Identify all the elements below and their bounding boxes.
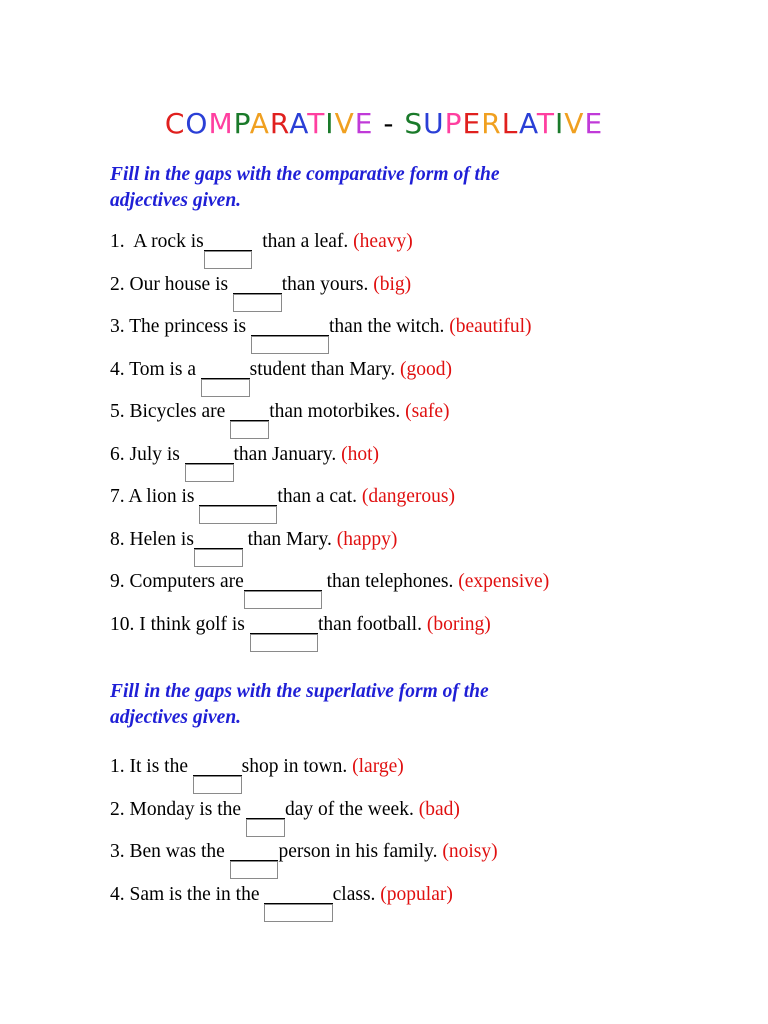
answer-input-box[interactable]	[233, 294, 282, 312]
answer-input-box[interactable]	[264, 904, 332, 922]
title-letter: E	[584, 107, 604, 140]
adjective-hint: (large)	[352, 756, 404, 777]
blank-underline	[193, 754, 242, 776]
item-text-after: than the witch.	[329, 316, 450, 337]
answer-blank	[185, 442, 234, 468]
item-text-before: 3. The princess is	[110, 316, 251, 337]
blank-underline	[246, 797, 285, 819]
comparative-item	[110, 442, 379, 482]
title-letter: O	[185, 107, 209, 140]
item-text-before: 8. Helen is	[110, 528, 194, 550]
adjective-hint: (big)	[373, 273, 412, 295]
answer-blank	[244, 569, 322, 595]
adjective-hint: (boring)	[426, 613, 491, 635]
title-letter	[373, 107, 383, 140]
answer-blank	[201, 357, 250, 383]
comparative-item	[110, 314, 532, 354]
title-letter: A	[518, 107, 537, 140]
comparative-instruction	[110, 162, 670, 214]
item-text-after: shop in town.	[241, 756, 353, 777]
comparative-item	[110, 272, 411, 312]
adjective-hint: (bad)	[418, 798, 460, 820]
answer-input-box[interactable]	[251, 336, 329, 354]
title-letter: S	[404, 107, 424, 140]
title-letter: -	[383, 107, 395, 140]
item-text-after: than yours.	[281, 273, 374, 295]
item-text-after: than football.	[318, 613, 427, 635]
adjective-hint: (noisy)	[442, 841, 498, 862]
superlative-instruction-line-2: adjectives given.	[110, 707, 242, 728]
item-text-before: 1. A rock is	[110, 231, 204, 252]
item-text-before: 9. Computers are	[110, 571, 244, 592]
title-letter: P	[444, 107, 463, 140]
answer-blank	[194, 527, 243, 553]
title-letter: R	[481, 107, 502, 140]
title-letter: R	[269, 107, 290, 140]
item-text-before: 2. Our house is	[110, 273, 233, 295]
answer-blank	[230, 399, 269, 425]
answer-input-box[interactable]	[185, 464, 234, 482]
page-title	[0, 106, 768, 142]
superlative-item	[110, 797, 460, 837]
comparative-item	[110, 229, 413, 269]
item-text-after: student than Mary.	[249, 358, 401, 380]
comparative-item	[110, 527, 397, 567]
blank-underline	[199, 484, 277, 506]
title-letter: P	[233, 107, 250, 140]
adjective-hint: (hot)	[341, 443, 379, 465]
answer-blank	[250, 612, 318, 638]
title-letter: L	[501, 107, 519, 140]
blank-underline	[250, 612, 318, 634]
answer-blank	[233, 272, 282, 298]
title-letter: T	[307, 107, 326, 140]
item-text-before: 1. It is the	[110, 756, 193, 777]
title-letter: I	[555, 107, 565, 140]
title-letter: E	[354, 107, 374, 140]
answer-blank	[230, 839, 279, 865]
comparative-item	[110, 399, 450, 439]
item-text-before: 4. Sam is the in the	[110, 883, 265, 905]
item-text-after: than telephones.	[321, 571, 459, 592]
item-text-before: 3. Ben was the	[110, 841, 230, 862]
comparative-item	[110, 569, 549, 609]
blank-underline	[251, 314, 329, 336]
adjective-hint: (good)	[400, 358, 453, 380]
item-text-after: than a cat.	[277, 486, 362, 507]
answer-blank	[246, 797, 285, 823]
answer-input-box[interactable]	[194, 549, 243, 567]
superlative-item	[110, 839, 498, 879]
item-text-after: than motorbikes.	[269, 401, 406, 422]
answer-input-box[interactable]	[199, 506, 277, 524]
adjective-hint: (expensive)	[458, 571, 550, 592]
comparative-item	[110, 612, 491, 652]
title-letter: M	[208, 107, 234, 140]
title-letter: I	[325, 107, 335, 140]
title-letter: V	[334, 107, 355, 140]
adjective-hint: (happy)	[336, 528, 398, 550]
answer-input-box[interactable]	[204, 251, 253, 269]
title-letter: A	[289, 107, 308, 140]
answer-input-box[interactable]	[230, 861, 279, 879]
item-text-after: person in his family.	[278, 841, 443, 862]
adjective-hint: (popular)	[380, 883, 453, 905]
blank-underline	[244, 569, 322, 591]
answer-blank	[264, 882, 332, 908]
answer-blank	[204, 229, 253, 255]
item-text-after: than Mary.	[242, 528, 337, 550]
adjective-hint: (heavy)	[353, 231, 413, 252]
adjective-hint: (safe)	[405, 401, 450, 422]
comparative-instruction-line-2: adjectives given.	[110, 190, 242, 211]
adjective-hint: (dangerous)	[361, 486, 456, 507]
title-letter: U	[423, 107, 445, 140]
blank-underline	[194, 527, 243, 549]
item-text-after: than a leaf.	[252, 231, 354, 252]
item-text-before: 5. Bicycles are	[110, 401, 231, 422]
answer-input-box[interactable]	[244, 591, 322, 609]
blank-underline	[185, 442, 234, 464]
title-letter	[394, 107, 404, 140]
item-text-before: 4. Tom is a	[110, 358, 201, 380]
item-text-before: 10. I think golf is	[110, 613, 250, 635]
item-text-before: 7. A lion is	[110, 486, 200, 507]
comparative-item	[110, 484, 455, 524]
superlative-item	[110, 754, 404, 794]
title-letter: C	[164, 107, 186, 140]
answer-blank	[251, 314, 329, 340]
item-text-before: 6. July is	[110, 443, 185, 465]
item-text-after: than January.	[233, 443, 342, 465]
superlative-item	[110, 882, 453, 922]
blank-underline	[264, 882, 332, 904]
answer-blank	[193, 754, 242, 780]
answer-input-box[interactable]	[193, 776, 242, 794]
title-letter: T	[536, 107, 556, 140]
answer-input-box[interactable]	[246, 819, 285, 837]
title-letter: V	[564, 107, 585, 140]
blank-underline	[230, 399, 269, 421]
blank-underline	[201, 357, 250, 379]
title-letter: A	[249, 107, 270, 140]
answer-blank	[199, 484, 277, 510]
answer-input-box[interactable]	[230, 421, 269, 439]
answer-input-box[interactable]	[250, 634, 318, 652]
blank-underline	[204, 229, 253, 251]
blank-underline	[233, 272, 282, 294]
item-text-after: class.	[332, 883, 381, 905]
answer-input-box[interactable]	[201, 379, 250, 397]
item-text-after: day of the week.	[284, 798, 419, 820]
item-text-before: 2. Monday is the	[110, 798, 246, 820]
superlative-instruction-line-1: Fill in the gaps with the superlative form of the	[110, 681, 489, 702]
title-letter: E	[462, 107, 482, 140]
comparative-instruction-line-1: Fill in the gaps with the comparative form of the	[110, 164, 500, 185]
blank-underline	[230, 839, 279, 861]
superlative-instruction	[110, 679, 670, 731]
adjective-hint: (beautiful)	[449, 316, 532, 337]
comparative-item	[110, 357, 452, 397]
